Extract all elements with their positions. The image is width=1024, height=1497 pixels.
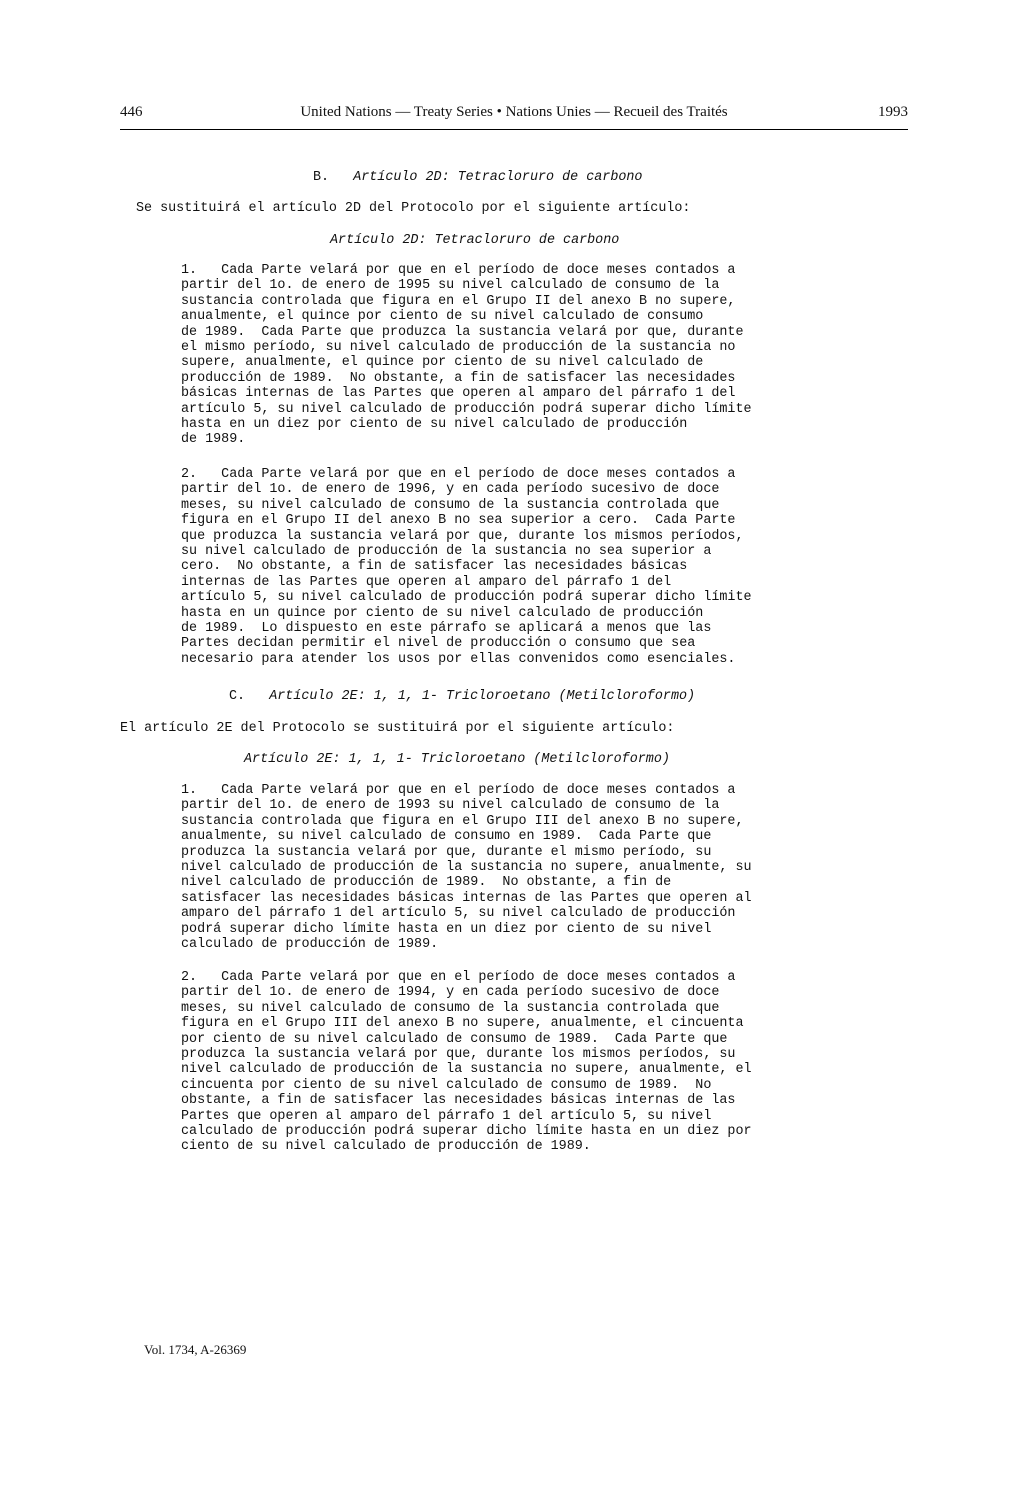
text-line: meses, su nivel calculado de consumo de la sustancia controlada que (181, 1000, 720, 1016)
text-line: hasta en un quince por ciento de su nivel calculado de producción (181, 605, 704, 621)
header-year: 1993 (878, 104, 908, 120)
section-c-intro: El artículo 2E del Protocolo se sustituirá por el siguiente artículo: (120, 721, 675, 736)
section-c-paragraph-2 (181, 970, 881, 1155)
text-line: Partes decidan permitir el nivel de producción o consumo que sea (181, 636, 696, 652)
text-line: de 1989. Lo dispuesto en este párrafo se aplicará a menos que las (181, 620, 712, 636)
section-b-intro: Se sustituirá el artículo 2D del Protocolo por el siguiente artículo: (136, 201, 691, 216)
section-b-paragraph-2 (181, 467, 881, 667)
text-line: partir del 1o. de enero de 1994, y en cada período sucesivo de doce (181, 985, 720, 1001)
text-line: calculado de producción podrá superar dicho límite hasta en un diez por (181, 1123, 752, 1139)
text-line: nivel calculado de producción de la sustancia no supere, anualmente, su (181, 859, 752, 875)
section-b-subheading: Artículo 2D: Tetracloruro de carbono (330, 233, 620, 248)
text-line: partir del 1o. de enero de 1993 su nivel calculado de consumo de la (181, 798, 720, 814)
text-line: ciento de su nivel calculado de producción de 1989. (181, 1139, 591, 1155)
text-line: anualmente, el quince por ciento de su nivel calculado de consumo (181, 309, 704, 325)
section-b-paragraph-1 (181, 263, 881, 448)
text-line: produzca la sustancia velará por que, durante el mismo período, su (181, 844, 712, 860)
text-line: el mismo período, su nivel calculado de producción de la sustancia no (181, 339, 736, 355)
page-number: 446 (120, 104, 143, 120)
section-b-heading (313, 170, 642, 185)
text-line: sustancia controlada que figura en el Grupo III del anexo B no supere, (181, 813, 744, 829)
text-line: nivel calculado de producción de 1989. No obstante, a fin de (181, 875, 672, 891)
text-line: hasta en un diez por ciento de su nivel calculado de producción (181, 416, 688, 432)
text-line: su nivel calculado de producción de la sustancia no sea superior a (181, 543, 712, 559)
text-line: cincuenta por ciento de su nivel calculado de consumo de 1989. No (181, 1077, 712, 1093)
text-line: por ciento de su nivel calculado de consumo de 1989. Cada Parte que (181, 1031, 728, 1047)
text-line: básicas internas de las Partes que operen al amparo del párrafo 1 del (181, 386, 736, 402)
volume-reference: Vol. 1734, A-26369 (144, 1342, 247, 1357)
text-line: internas de las Partes que operen al amparo del párrafo 1 del (181, 574, 672, 590)
section-c-heading (229, 689, 695, 704)
text-line: 2. Cada Parte velará por que en el período de doce meses contados a (181, 467, 736, 482)
section-c-letter: C. (229, 689, 246, 704)
text-line: figura en el Grupo II del anexo B no sea superior a cero. Cada Parte (181, 513, 736, 529)
text-line: figura en el Grupo III del anexo B no supere, anualmente, el cincuenta (181, 1016, 744, 1032)
text-line: 1. Cada Parte velará por que en el período de doce meses contados a (181, 783, 736, 798)
series-title: United Nations — Treaty Series • Nations Unies — Recueil des Traités (300, 104, 728, 120)
text-line: necesario para atender los usos por ellas convenidos como esenciales. (181, 651, 736, 667)
text-line: calculado de producción de 1989. (181, 936, 439, 952)
text-line: producción de 1989. No obstante, a fin de satisfacer las necesidades (181, 370, 736, 386)
section-b-letter: B. (313, 170, 330, 185)
section-c-title: Artículo 2E: 1, 1, 1- Tricloroetano (Metilcloroformo) (269, 689, 696, 704)
text-line: amparo del párrafo 1 del artículo 5, su nivel calculado de producción (181, 906, 736, 922)
text-line: Partes que operen al amparo del párrafo 1 del artículo 5, su nivel (181, 1108, 712, 1124)
text-line: sustancia controlada que figura en el Grupo II del anexo B no supere, (181, 293, 736, 309)
running-header (120, 104, 908, 130)
text-line: partir del 1o. de enero de 1995 su nivel calculado de consumo de la (181, 278, 720, 294)
text-line: 1. Cada Parte velará por que en el período de doce meses contados a (181, 263, 736, 278)
text-line: partir del 1o. de enero de 1996, y en cada período sucesivo de doce (181, 482, 720, 498)
text-line: nivel calculado de producción de la sustancia no supere, anualmente, el (181, 1062, 752, 1078)
text-line: que produzca la sustancia velará por que, durante los mismos períodos, (181, 528, 744, 544)
section-b-title: Artículo 2D: Tetracloruro de carbono (353, 170, 643, 185)
text-line: supere, anualmente, el quince por ciento de su nivel calculado de (181, 355, 704, 371)
text-line: produzca la sustancia velará por que, durante los mismos períodos, su (181, 1046, 736, 1062)
text-line: satisfacer las necesidades básicas internas de las Partes que operen al (181, 890, 752, 906)
text-line: podrá superar dicho límite hasta en un diez por ciento de su nivel (181, 921, 712, 937)
text-line: obstante, a fin de satisfacer las necesidades básicas internas de las (181, 1093, 736, 1109)
text-line: de 1989. Cada Parte que produzca la sustancia velará por que, durante (181, 324, 744, 340)
text-line: cero. No obstante, a fin de satisfacer las necesidades básicas (181, 559, 688, 575)
text-line: meses, su nivel calculado de consumo de la sustancia controlada que (181, 497, 720, 513)
text-line: artículo 5, su nivel calculado de producción podrá superar dicho límite (181, 590, 752, 606)
text-line: artículo 5, su nivel calculado de producción podrá superar dicho límite (181, 401, 752, 417)
section-c-subheading: Artículo 2E: 1, 1, 1- Tricloroetano (Metilcloroformo) (244, 752, 670, 767)
text-line: 2. Cada Parte velará por que en el período de doce meses contados a (181, 970, 736, 985)
text-line: anualmente, su nivel calculado de consumo en 1989. Cada Parte que (181, 829, 712, 845)
section-c-paragraph-1 (181, 783, 881, 952)
text-line: de 1989. (181, 432, 246, 448)
